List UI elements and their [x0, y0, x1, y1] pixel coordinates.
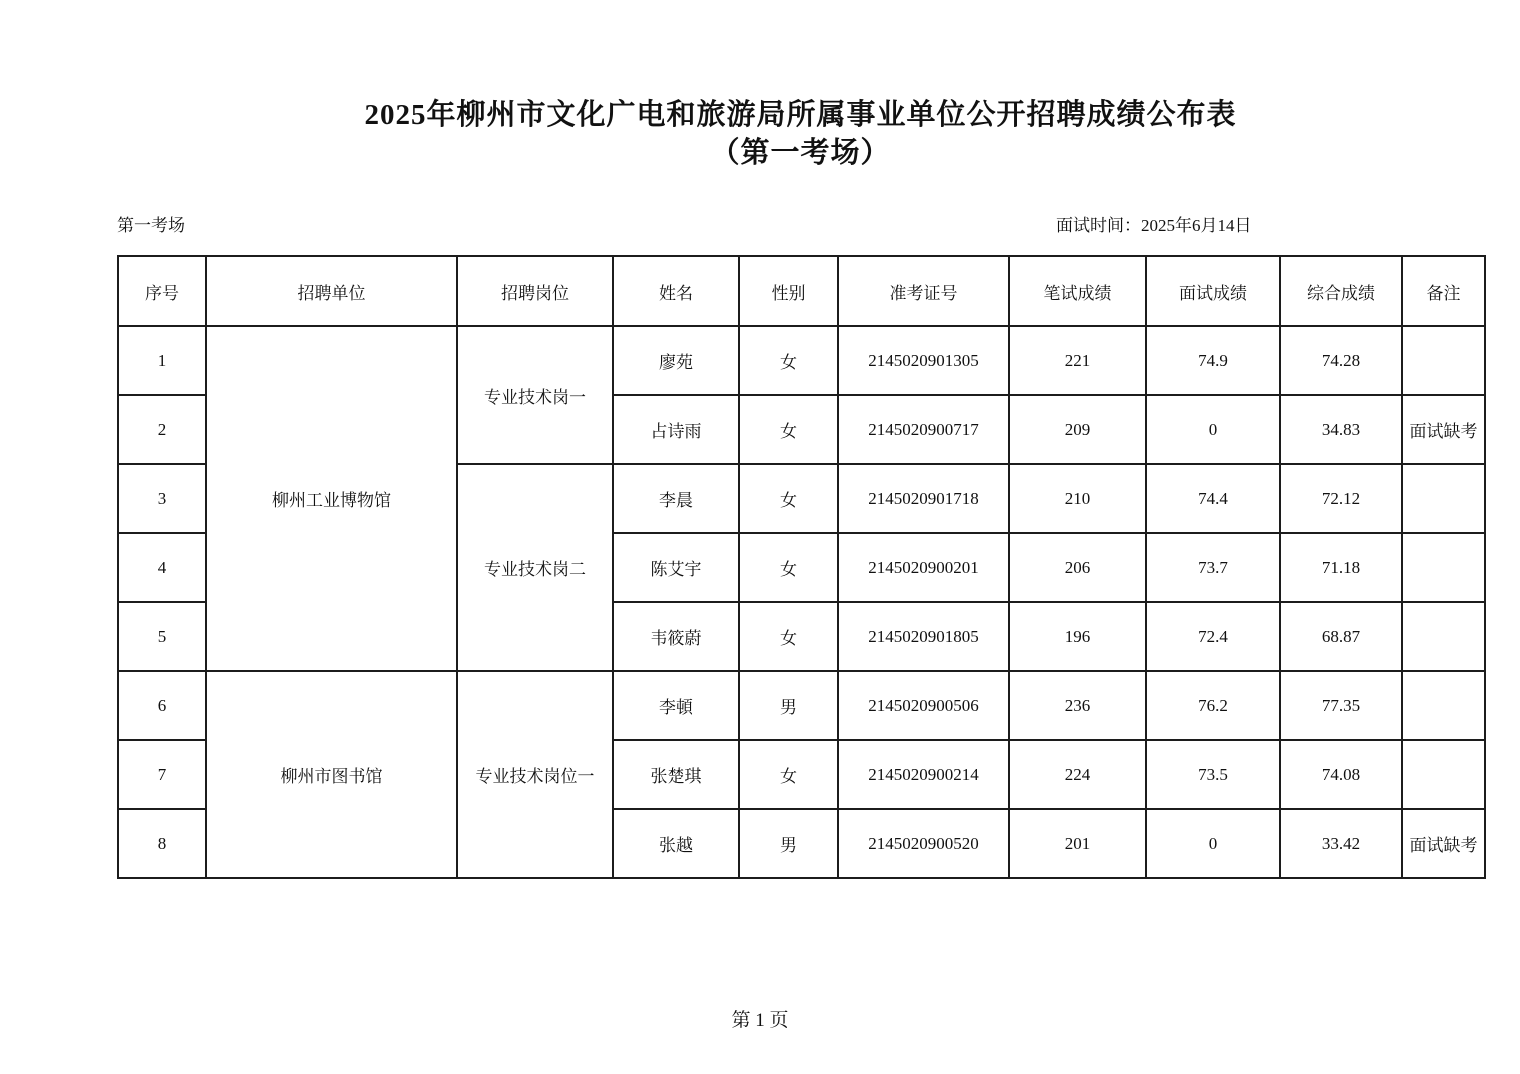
cell-written-score: 196	[1009, 602, 1146, 671]
table-row	[118, 326, 1485, 395]
cell-remark	[1402, 740, 1485, 809]
venue-label: 第一考场	[117, 216, 185, 235]
cell-seq: 3	[118, 464, 206, 533]
cell-ticket: 2145020901805	[838, 602, 1009, 671]
cell-interview-score: 72.4	[1146, 602, 1280, 671]
cell-overall-score: 68.87	[1280, 602, 1402, 671]
cell-written-score: 201	[1009, 809, 1146, 878]
cell-interview-score: 73.5	[1146, 740, 1280, 809]
cell-unit: 柳州工业博物馆	[206, 326, 457, 671]
cell-seq: 1	[118, 326, 206, 395]
cell-ticket: 2145020900506	[838, 671, 1009, 740]
cell-written-score: 236	[1009, 671, 1146, 740]
page-title-line2: （第一考场）	[710, 137, 891, 169]
header-ticket: 准考证号	[838, 256, 1009, 326]
cell-overall-score: 72.12	[1280, 464, 1402, 533]
cell-interview-score: 74.9	[1146, 326, 1280, 395]
cell-written-score: 224	[1009, 740, 1146, 809]
cell-gender: 女	[739, 533, 838, 602]
header-name: 姓名	[613, 256, 739, 326]
cell-gender: 女	[739, 740, 838, 809]
interview-time-label: 面试时间：2025年6月14日	[1056, 216, 1252, 235]
cell-ticket: 2145020900214	[838, 740, 1009, 809]
cell-name: 李晨	[613, 464, 739, 533]
cell-overall-score: 74.08	[1280, 740, 1402, 809]
cell-seq: 8	[118, 809, 206, 878]
header-overall-score: 综合成绩	[1280, 256, 1402, 326]
cell-overall-score: 77.35	[1280, 671, 1402, 740]
cell-position: 专业技术岗位一	[457, 671, 613, 878]
cell-remark: 面试缺考	[1402, 395, 1485, 464]
cell-written-score: 210	[1009, 464, 1146, 533]
page-title-line1: 2025年柳州市文化广电和旅游局所属事业单位公开招聘成绩公布表	[364, 99, 1237, 131]
page-title	[117, 96, 1484, 172]
header-unit: 招聘单位	[206, 256, 457, 326]
cell-name: 陈艾宇	[613, 533, 739, 602]
cell-gender: 女	[739, 464, 838, 533]
cell-ticket: 2145020901305	[838, 326, 1009, 395]
cell-interview-score: 0	[1146, 395, 1280, 464]
cell-gender: 女	[739, 602, 838, 671]
cell-name: 张越	[613, 809, 739, 878]
header-interview-score: 面试成绩	[1146, 256, 1280, 326]
cell-seq: 2	[118, 395, 206, 464]
cell-seq: 7	[118, 740, 206, 809]
table-row	[118, 671, 1485, 740]
cell-remark	[1402, 464, 1485, 533]
header-seq: 序号	[118, 256, 206, 326]
cell-gender: 女	[739, 395, 838, 464]
cell-interview-score: 74.4	[1146, 464, 1280, 533]
cell-seq: 4	[118, 533, 206, 602]
cell-remark: 面试缺考	[1402, 809, 1485, 878]
cell-name: 占诗雨	[613, 395, 739, 464]
cell-overall-score: 33.42	[1280, 809, 1402, 878]
cell-overall-score: 71.18	[1280, 533, 1402, 602]
cell-remark	[1402, 602, 1485, 671]
cell-name: 廖苑	[613, 326, 739, 395]
cell-interview-score: 73.7	[1146, 533, 1280, 602]
table-header-row	[118, 256, 1485, 326]
cell-ticket: 2145020901718	[838, 464, 1009, 533]
cell-gender: 女	[739, 326, 838, 395]
cell-overall-score: 74.28	[1280, 326, 1402, 395]
cell-overall-score: 34.83	[1280, 395, 1402, 464]
cell-gender: 男	[739, 809, 838, 878]
cell-remark	[1402, 671, 1485, 740]
cell-remark	[1402, 533, 1485, 602]
cell-ticket: 2145020900201	[838, 533, 1009, 602]
header-remark: 备注	[1402, 256, 1485, 326]
page-number: 第 1 页	[731, 1010, 789, 1031]
cell-ticket: 2145020900717	[838, 395, 1009, 464]
cell-name: 李頓	[613, 671, 739, 740]
cell-ticket: 2145020900520	[838, 809, 1009, 878]
header-position: 招聘岗位	[457, 256, 613, 326]
header-gender: 性别	[739, 256, 838, 326]
cell-interview-score: 76.2	[1146, 671, 1280, 740]
cell-position: 专业技术岗一	[457, 326, 613, 464]
cell-seq: 6	[118, 671, 206, 740]
cell-written-score: 206	[1009, 533, 1146, 602]
cell-remark	[1402, 326, 1485, 395]
cell-name: 韦筱蔚	[613, 602, 739, 671]
cell-name: 张楚琪	[613, 740, 739, 809]
cell-gender: 男	[739, 671, 838, 740]
cell-written-score: 221	[1009, 326, 1146, 395]
cell-unit: 柳州市图书馆	[206, 671, 457, 878]
cell-seq: 5	[118, 602, 206, 671]
cell-interview-score: 0	[1146, 809, 1280, 878]
cell-written-score: 209	[1009, 395, 1146, 464]
cell-position: 专业技术岗二	[457, 464, 613, 671]
header-written-score: 笔试成绩	[1009, 256, 1146, 326]
score-table	[117, 255, 1486, 879]
